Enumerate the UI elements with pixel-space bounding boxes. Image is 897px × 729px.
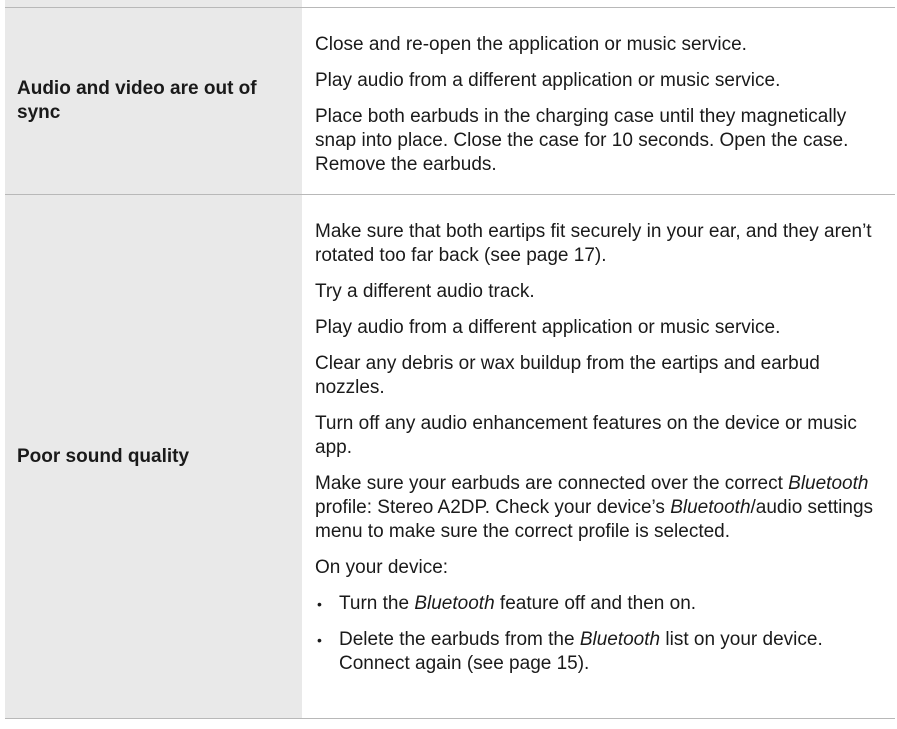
bluetooth-term: Bluetooth [670, 497, 751, 518]
solution-text: Turn off any audio enhancement features on the device or music app. [315, 413, 857, 458]
problem-label: Audio and video are out of sync [17, 78, 257, 123]
table-row [5, 195, 895, 719]
bullet-icon: • [317, 632, 322, 648]
solution-text: Place both earbuds in the charging case until they magnetically snap into place. Close the case for 10 seconds. Open the case. Remove the earbuds. [315, 106, 849, 175]
bluetooth-term: Bluetooth [414, 593, 495, 614]
text-span: Delete the earbuds from the [339, 629, 580, 650]
text-span: feature off and then on. [494, 593, 697, 614]
solution-profile-text [315, 472, 883, 544]
problem-cell [5, 8, 302, 194]
bluetooth-term: Bluetooth [788, 473, 869, 494]
solution-text: On your device: [315, 557, 449, 578]
solutions-cell [302, 8, 895, 194]
text-span: Turn the [339, 593, 415, 614]
table-row [5, 8, 895, 195]
solution-text: Play audio from a different application or music service. [315, 70, 781, 91]
text-span: profile: Stereo A2DP. Check your device’s [315, 497, 671, 518]
solution-text: Play audio from a different application or music service. [315, 317, 781, 338]
solution-text: Close and re-open the application or music service. [315, 34, 747, 55]
solutions-cell [302, 195, 895, 718]
problem-label: Poor sound quality [17, 445, 190, 467]
bluetooth-term: Bluetooth [579, 629, 661, 650]
problem-cell [5, 195, 302, 718]
solution-text: Try a different audio track. [315, 281, 535, 302]
table-left-shading-top [5, 0, 302, 7]
bullet-item [315, 628, 883, 676]
text-span: list on your device. Connect again (see page 15). [339, 629, 823, 674]
bullet-item [315, 592, 883, 616]
solution-text: Clear any debris or wax buildup from the eartips and earbud nozzles. [315, 353, 820, 398]
text-span: Make sure your earbuds are connected over the correct [315, 473, 789, 494]
solution-text: Make sure that both eartips fit securely in your ear, and they aren’t rotated too far back (see page 17). [315, 221, 872, 266]
bullet-icon: • [317, 596, 322, 612]
text-span: /audio settings menu to make sure the correct profile is selected. [315, 497, 874, 542]
